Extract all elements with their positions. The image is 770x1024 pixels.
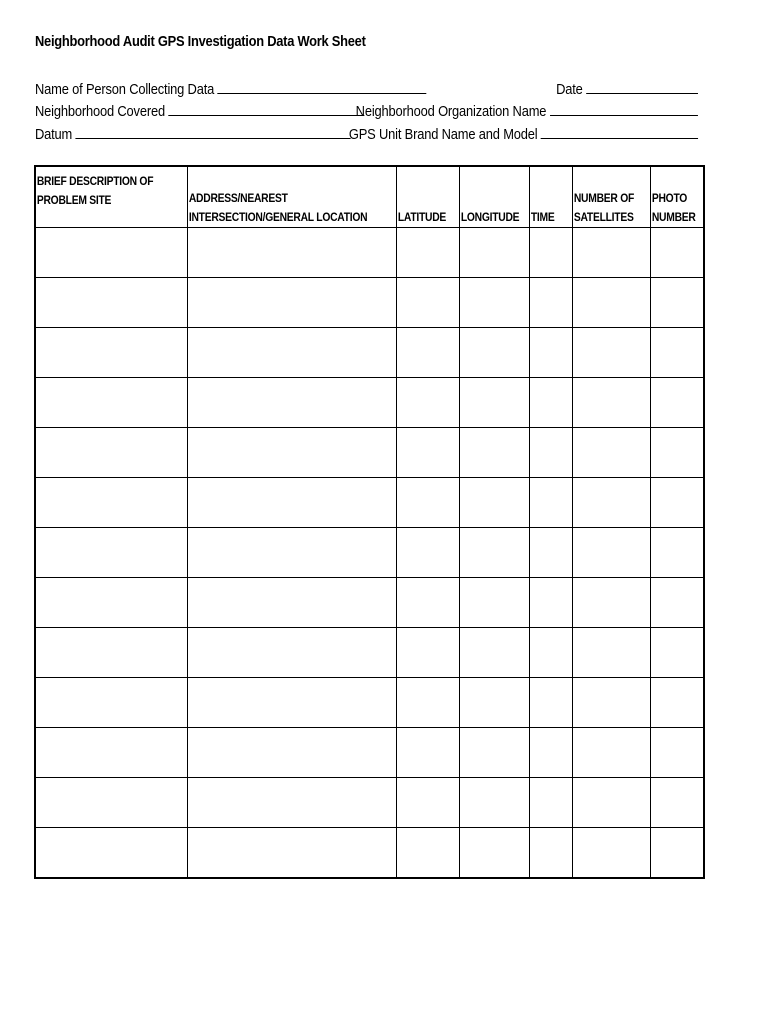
cell-time[interactable]: [530, 328, 573, 378]
cell-address[interactable]: [187, 628, 397, 678]
datum-field: [35, 125, 351, 143]
cell-latitude[interactable]: [397, 628, 460, 678]
cell-time[interactable]: [530, 828, 573, 879]
cell-longitude[interactable]: [460, 728, 530, 778]
cell-latitude[interactable]: [397, 278, 460, 328]
cell-longitude[interactable]: [460, 478, 530, 528]
cell-satellites[interactable]: [573, 428, 651, 478]
cell-time[interactable]: [530, 628, 573, 678]
cell-latitude[interactable]: [397, 828, 460, 879]
cell-longitude[interactable]: [460, 628, 530, 678]
cell-satellites[interactable]: [573, 378, 651, 428]
cell-time[interactable]: [530, 678, 573, 728]
cell-longitude[interactable]: [460, 428, 530, 478]
cell-address[interactable]: [187, 828, 397, 879]
cell-satellites[interactable]: [573, 328, 651, 378]
cell-latitude[interactable]: [397, 328, 460, 378]
header-longitude: LONGITUDE: [460, 166, 530, 228]
cell-photo[interactable]: [651, 778, 704, 828]
cell-satellites[interactable]: [573, 278, 651, 328]
cell-latitude[interactable]: [397, 228, 460, 278]
person-label: Name of Person Collecting Data: [35, 81, 215, 98]
gps-field: [349, 125, 698, 143]
cell-time[interactable]: [530, 228, 573, 278]
cell-photo[interactable]: [651, 628, 704, 678]
cell-address[interactable]: [187, 378, 397, 428]
cell-address[interactable]: [187, 278, 397, 328]
header-time: TIME: [530, 166, 573, 228]
cell-photo[interactable]: [651, 728, 704, 778]
cell-photo[interactable]: [651, 428, 704, 478]
organization-label: Neighborhood Organization Name: [356, 103, 547, 120]
cell-longitude[interactable]: [460, 678, 530, 728]
date-blank[interactable]: [586, 80, 698, 94]
table-row: [35, 228, 704, 278]
header-address: ADDRESS/NEAREST INTERSECTION/GENERAL LOCATION: [187, 166, 397, 228]
cell-description[interactable]: [35, 578, 187, 628]
cell-description[interactable]: [35, 378, 187, 428]
cell-address[interactable]: [187, 528, 397, 578]
cell-photo[interactable]: [651, 578, 704, 628]
table-row: [35, 328, 704, 378]
cell-address[interactable]: [187, 728, 397, 778]
document-title: Neighborhood Audit GPS Investigation Data Work Sheet: [35, 33, 366, 50]
table-row: [35, 478, 704, 528]
cell-photo[interactable]: [651, 478, 704, 528]
cell-photo[interactable]: [651, 528, 704, 578]
cell-longitude[interactable]: [460, 778, 530, 828]
cell-description[interactable]: [35, 528, 187, 578]
table-row: [35, 378, 704, 428]
cell-longitude[interactable]: [460, 378, 530, 428]
cell-address[interactable]: [187, 428, 397, 478]
cell-time[interactable]: [530, 778, 573, 828]
cell-description[interactable]: [35, 278, 187, 328]
cell-latitude[interactable]: [397, 528, 460, 578]
cell-longitude[interactable]: [460, 578, 530, 628]
cell-address[interactable]: [187, 778, 397, 828]
cell-address[interactable]: [187, 228, 397, 278]
table-row: [35, 828, 704, 879]
cell-address[interactable]: [187, 478, 397, 528]
cell-longitude[interactable]: [460, 528, 530, 578]
cell-satellites[interactable]: [573, 678, 651, 728]
cell-satellites[interactable]: [573, 578, 651, 628]
table-row: [35, 428, 704, 478]
cell-time[interactable]: [530, 728, 573, 778]
cell-description[interactable]: [35, 328, 187, 378]
table-row: [35, 528, 704, 578]
cell-longitude[interactable]: [460, 328, 530, 378]
organization-field: [356, 102, 698, 120]
table-row: [35, 728, 704, 778]
table-header-row: [35, 166, 704, 228]
cell-latitude[interactable]: [397, 778, 460, 828]
cell-latitude[interactable]: [397, 428, 460, 478]
cell-satellites[interactable]: [573, 728, 651, 778]
header-description: BRIEF DESCRIPTION OF PROBLEM SITE: [35, 166, 187, 228]
table-row: [35, 578, 704, 628]
cell-photo[interactable]: [651, 378, 704, 428]
cell-description[interactable]: [35, 778, 187, 828]
header-photo: PHOTO NUMBER: [651, 166, 704, 228]
cell-satellites[interactable]: [573, 778, 651, 828]
cell-address[interactable]: [187, 678, 397, 728]
gps-blank[interactable]: [541, 125, 698, 139]
header-satellites: NUMBER OF SATELLITES: [573, 166, 651, 228]
cell-description[interactable]: [35, 478, 187, 528]
table-row: [35, 278, 704, 328]
cell-time[interactable]: [530, 478, 573, 528]
date-field: [556, 80, 698, 98]
cell-latitude[interactable]: [397, 378, 460, 428]
neighborhood-blank[interactable]: [168, 102, 364, 116]
date-label: Date: [556, 81, 583, 98]
cell-longitude[interactable]: [460, 228, 530, 278]
cell-photo[interactable]: [651, 228, 704, 278]
cell-satellites[interactable]: [573, 478, 651, 528]
cell-time[interactable]: [530, 378, 573, 428]
person-field: [35, 80, 427, 98]
cell-address[interactable]: [187, 578, 397, 628]
cell-photo[interactable]: [651, 328, 704, 378]
cell-time[interactable]: [530, 578, 573, 628]
neighborhood-field: [35, 102, 364, 120]
datum-blank[interactable]: [76, 125, 351, 139]
cell-latitude[interactable]: [397, 728, 460, 778]
datum-label: Datum: [35, 126, 73, 143]
cell-description[interactable]: [35, 228, 187, 278]
cell-satellites[interactable]: [573, 628, 651, 678]
table-row: [35, 628, 704, 678]
cell-description[interactable]: [35, 628, 187, 678]
cell-longitude[interactable]: [460, 828, 530, 879]
cell-satellites[interactable]: [573, 228, 651, 278]
table-row: [35, 678, 704, 728]
cell-latitude[interactable]: [397, 578, 460, 628]
cell-photo[interactable]: [651, 828, 704, 879]
audit-table: [34, 165, 705, 879]
cell-time[interactable]: [530, 528, 573, 578]
cell-latitude[interactable]: [397, 678, 460, 728]
cell-longitude[interactable]: [460, 278, 530, 328]
cell-description[interactable]: [35, 678, 187, 728]
cell-photo[interactable]: [651, 678, 704, 728]
cell-address[interactable]: [187, 328, 397, 378]
neighborhood-label: Neighborhood Covered: [35, 103, 165, 120]
header-latitude: LATITUDE: [397, 166, 460, 228]
cell-satellites[interactable]: [573, 828, 651, 879]
cell-time[interactable]: [530, 428, 573, 478]
cell-latitude[interactable]: [397, 478, 460, 528]
cell-photo[interactable]: [651, 278, 704, 328]
table-row: [35, 778, 704, 828]
cell-description[interactable]: [35, 728, 187, 778]
cell-description[interactable]: [35, 828, 187, 879]
cell-description[interactable]: [35, 428, 187, 478]
organization-blank[interactable]: [550, 102, 698, 116]
gps-label: GPS Unit Brand Name and Model: [348, 126, 538, 143]
cell-satellites[interactable]: [573, 528, 651, 578]
cell-time[interactable]: [530, 278, 573, 328]
person-blank[interactable]: [218, 80, 427, 94]
